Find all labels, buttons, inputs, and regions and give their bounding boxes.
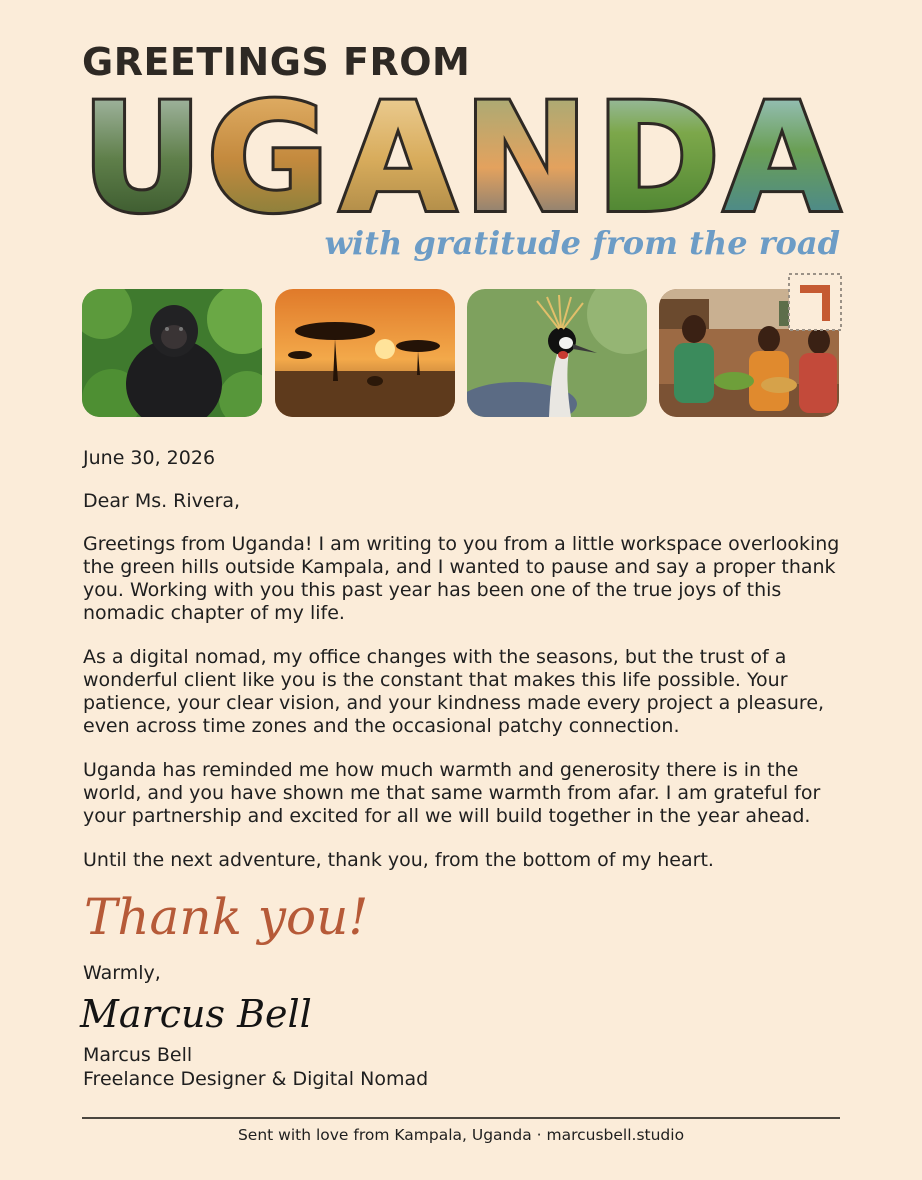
paragraph-3: Uganda has reminded me how much warmth and generosity there is in the world, and you have shown me that same warmth from afar. I am grateful for your partnership and excited for all we will build together in the year ahead. xyxy=(83,759,821,827)
savanna-sunset-photo xyxy=(275,289,455,417)
handwritten-signature: Marcus Bell xyxy=(80,992,312,1036)
photo-strip xyxy=(82,289,842,417)
title-letter-d: D xyxy=(595,86,721,218)
letter-body xyxy=(83,447,843,872)
thank-you-script: Thank you! xyxy=(84,888,369,946)
salutation: Dear Ms. Rivera, xyxy=(83,490,241,512)
gorilla-photo xyxy=(82,289,262,417)
signer-title: Freelance Designer & Digital Nomad xyxy=(83,1068,429,1090)
crowned-crane-photo xyxy=(467,289,647,417)
title-letter-n: N xyxy=(463,86,589,218)
closing-line: Until the next adventure, thank you, from the bottom of my heart. xyxy=(83,849,714,871)
signer-name: Marcus Bell xyxy=(83,1044,193,1066)
paragraph-1: Greetings from Uganda! I am writing to you from a little workspace overlooking the green hills outside Kampala, and I wanted to pause and say a proper thank you. Working with you this past year has been one of the true joys of this nomadic chapter of my life. xyxy=(83,533,840,624)
tagline: with gratitude from the road xyxy=(324,224,840,262)
footer-text: Sent with love from Kampala, Uganda · marcusbell.studio xyxy=(237,1126,685,1144)
title-letter-a-2: A xyxy=(723,86,841,218)
title-letter-u: U xyxy=(81,86,203,218)
uganda-photo-title xyxy=(78,86,848,218)
postage-stamp-icon xyxy=(786,271,844,333)
title-letter-a: A xyxy=(339,86,457,218)
paragraph-2: As a digital nomad, my office changes with the seasons, but the trust of a wonderful client like you is the constant that makes this life possible. Your patience, your clear vision, and your kindness made every project a pleasure, even across time zones and the occasional patchy connection. xyxy=(83,646,825,737)
title-letter-g: G xyxy=(206,86,330,218)
greetings-from-heading: GREETINGS FROM xyxy=(82,40,471,84)
signoff: Warmly, xyxy=(83,962,161,984)
letter-date: June 30, 2026 xyxy=(83,447,216,469)
footer-divider xyxy=(82,1117,840,1119)
